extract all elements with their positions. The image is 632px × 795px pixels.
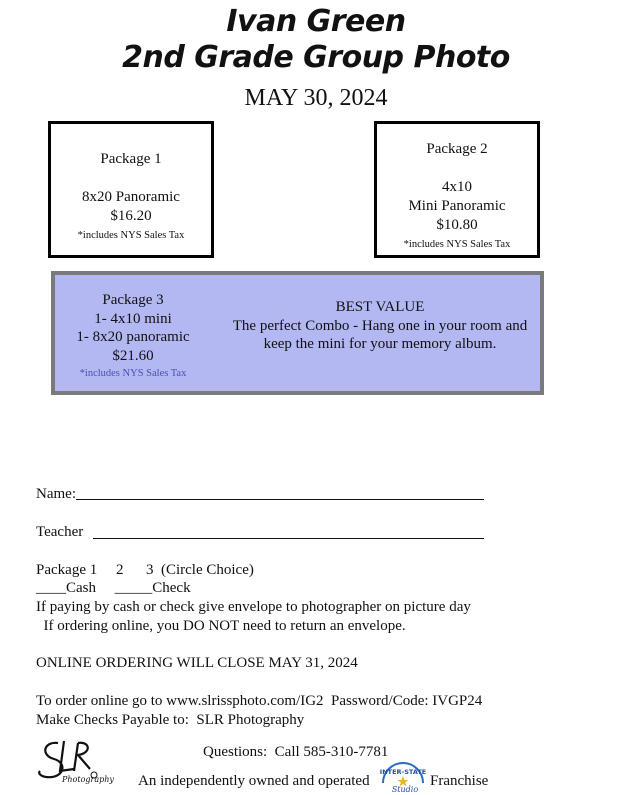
package-2-box bbox=[374, 121, 540, 258]
franchise-pre-text: An independently owned and operated bbox=[138, 773, 370, 789]
checks-payable: Make Checks Payable to: SLR Photography bbox=[36, 712, 305, 728]
title-teacher: Ivan Green bbox=[226, 4, 406, 39]
package-3-title: Package 3 bbox=[102, 292, 164, 308]
package-3-tax-note: *includes NYS Sales Tax bbox=[79, 368, 187, 379]
package-1-tax-note: *includes NYS Sales Tax bbox=[77, 230, 185, 241]
package-1-item: 8x20 Panoramic bbox=[82, 189, 180, 205]
package-2-tax-note: *includes NYS Sales Tax bbox=[403, 239, 511, 250]
package-1-title: Package 1 bbox=[100, 151, 162, 167]
interstate-studio-badge bbox=[380, 761, 426, 793]
package-3-price: $21.60 bbox=[112, 347, 154, 364]
logo-subtext: Photography bbox=[62, 775, 114, 784]
best-value-block bbox=[220, 298, 540, 354]
package-choice: Package 1 2 3 (Circle Choice) bbox=[36, 562, 254, 578]
package-2-item: 4x10 bbox=[442, 179, 472, 195]
package-1-box bbox=[48, 121, 214, 258]
package-1-price: $16.20 bbox=[110, 208, 152, 224]
package-3-item-1: 1- 4x10 mini bbox=[94, 310, 172, 327]
name-fill-line[interactable] bbox=[76, 499, 484, 500]
questions-phone: Questions: Call 585-310-7781 bbox=[203, 744, 389, 760]
package-3-details bbox=[59, 291, 207, 384]
event-date: MAY 30, 2024 bbox=[244, 85, 388, 111]
ordering-close-notice: ONLINE ORDERING WILL CLOSE MAY 31, 2024 bbox=[36, 655, 358, 671]
title-event: 2nd Grade Group Photo bbox=[122, 40, 510, 75]
cash-check-note: If paying by cash or check give envelope to photographer on picture day bbox=[36, 599, 471, 615]
package-3-box bbox=[51, 271, 544, 395]
online-order-instructions: To order online go to www.slrissphoto.com/IG2 Password/Code: IVGP24 bbox=[36, 693, 483, 709]
package-2-price: $10.80 bbox=[436, 217, 478, 233]
teacher-label: Teacher bbox=[36, 524, 84, 540]
payment-options: ____Cash _____Check bbox=[36, 580, 191, 596]
package-2-title: Package 2 bbox=[426, 141, 488, 157]
badge-subtext: Studio bbox=[391, 785, 419, 794]
franchise-post-text: Franchise bbox=[430, 773, 489, 789]
online-note: If ordering online, you DO NOT need to return an envelope. bbox=[36, 618, 406, 634]
teacher-fill-line[interactable] bbox=[93, 538, 484, 539]
package-3-item-2: 1- 8x20 panoramic bbox=[76, 329, 190, 345]
best-value-heading: BEST VALUE bbox=[335, 299, 425, 315]
badge-text: INTER-STATE bbox=[379, 768, 427, 776]
name-label: Name: bbox=[36, 486, 76, 502]
package-2-item-desc: Mini Panoramic bbox=[408, 198, 506, 214]
best-value-pitch: The perfect Combo - Hang one in your room and keep the mini for your memory album. bbox=[232, 317, 528, 352]
slr-logo bbox=[34, 737, 114, 787]
